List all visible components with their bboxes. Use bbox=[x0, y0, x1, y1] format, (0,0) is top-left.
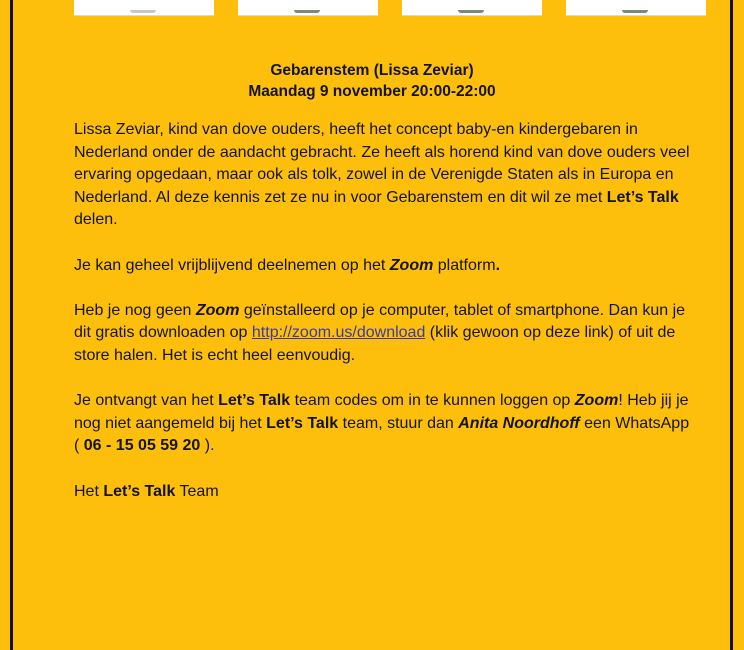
codes-text-2: team codes om in te kunnen loggen op bbox=[290, 392, 575, 410]
zoom-name: Zoom bbox=[195, 301, 240, 319]
tile-graphic bbox=[622, 10, 648, 13]
participate-paragraph bbox=[74, 255, 694, 278]
signoff-text-end: Team bbox=[175, 482, 219, 500]
install-text-end: (klik gewoon op deze link) of uit de store halen. Het is echt heel eenvoudig. bbox=[74, 324, 676, 364]
top-image-tile-4 bbox=[566, 0, 706, 16]
intro-text-end: delen. bbox=[74, 211, 118, 229]
top-image-tile-1 bbox=[74, 0, 214, 16]
signoff-paragraph bbox=[74, 481, 694, 504]
tile-graphic bbox=[458, 10, 484, 13]
brand-name: Let’s Talk bbox=[103, 482, 176, 500]
brand-name: Let’s Talk bbox=[606, 188, 679, 206]
contact-name: Anita Noordhoff bbox=[458, 414, 580, 432]
zoom-name: Zoom bbox=[574, 392, 619, 410]
tile-graphic bbox=[294, 10, 320, 13]
top-image-tile-2 bbox=[238, 0, 378, 16]
signoff-text: Het bbox=[74, 482, 104, 500]
top-image-tile-3 bbox=[402, 0, 542, 16]
brand-name: Let’s Talk bbox=[218, 392, 291, 410]
codes-text: Je ontvangt van het bbox=[74, 392, 219, 410]
codes-paragraph bbox=[74, 390, 694, 458]
tile-graphic bbox=[130, 10, 156, 13]
install-paragraph bbox=[74, 300, 694, 368]
intro-text: Lissa Zeviar, kind van dove ouders, heeft het concept baby-en kindergebaren in Nederland onder de aandacht gebracht. Ze heeft als horend kind van dove ouders veel ervaring opgedaan, maar ook als tolk, zowel in de Verenigde Staten als in Europa en Nederland. Al deze kennis zet ze nu in voor Gebarenstem en dit wil ze met bbox=[74, 121, 690, 206]
brand-name: Let’s Talk bbox=[266, 414, 339, 432]
codes-text-4: team, stuur dan bbox=[338, 414, 459, 432]
event-title: Gebarenstem (Lissa Zeviar) bbox=[270, 62, 474, 79]
intro-paragraph bbox=[74, 119, 694, 232]
event-datetime: Maandag 9 november 20:00-22:00 bbox=[248, 83, 496, 100]
codes-text-6: ). bbox=[200, 437, 215, 455]
codes-text-3: ! Heb jij je nog niet aangemeld bij het bbox=[74, 392, 689, 432]
participate-text: Je kan geheel vrijblijvend deelnemen op het bbox=[74, 256, 390, 274]
zoom-download-link[interactable]: http://zoom.us/download bbox=[251, 324, 426, 342]
install-text-mid: geïnstalleerd op je computer, tablet of smartphone. Dan kun je dit gratis downloaden op bbox=[74, 301, 686, 342]
zoom-name: Zoom bbox=[389, 256, 434, 274]
event-heading bbox=[0, 60, 744, 102]
participate-text-end: platform bbox=[433, 256, 496, 274]
phone-number: 06 - 15 05 59 20 bbox=[83, 437, 201, 455]
participate-dot: . bbox=[495, 256, 501, 274]
event-description bbox=[74, 119, 694, 526]
codes-text-5: een WhatsApp ( bbox=[74, 414, 690, 455]
install-text: Heb je nog geen bbox=[74, 301, 196, 319]
